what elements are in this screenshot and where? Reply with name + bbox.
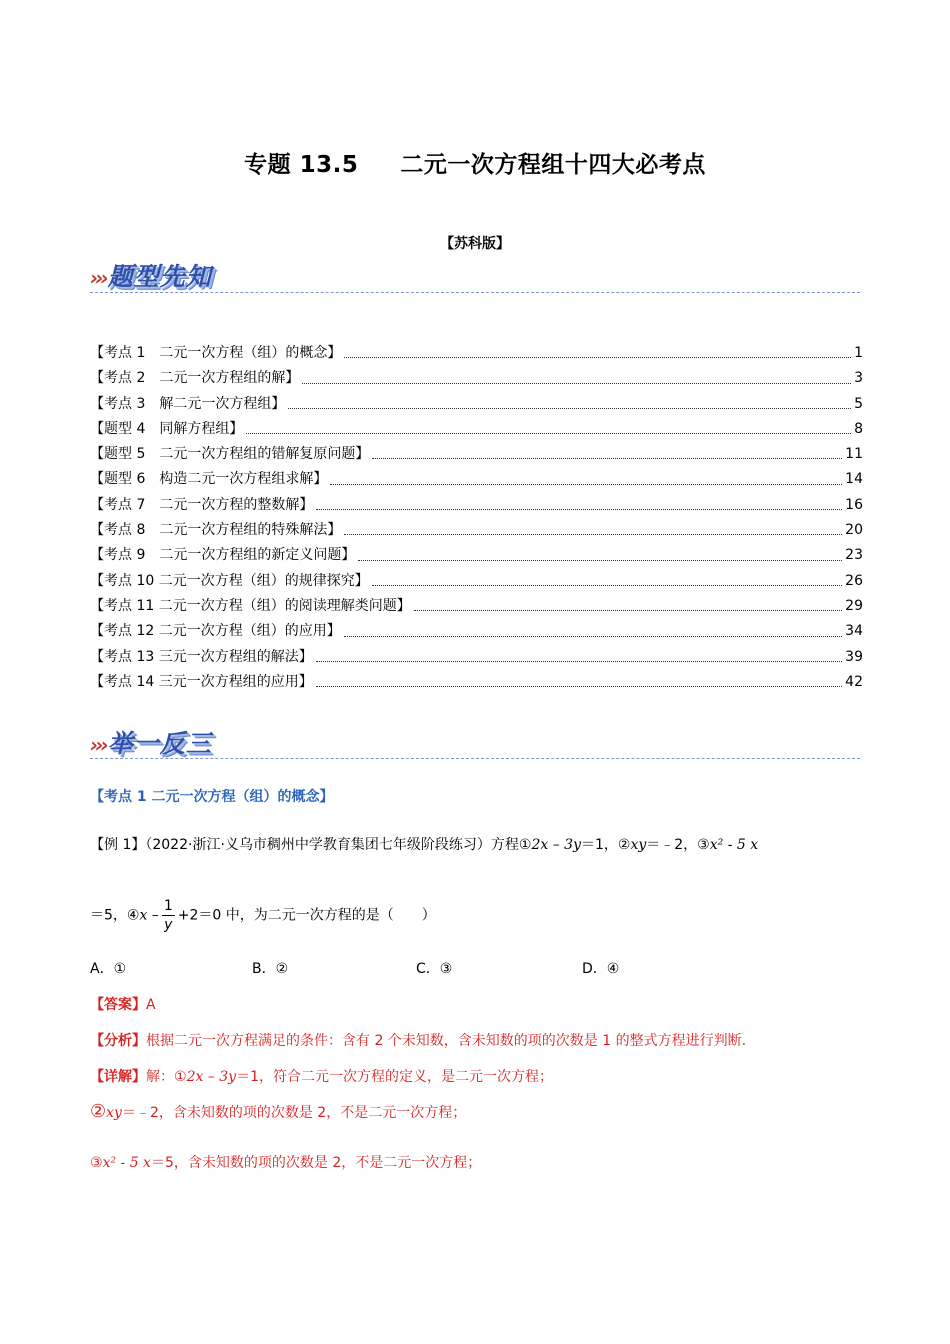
toc-entry-page: 16 xyxy=(845,496,863,513)
banner-arrows-icon: ››› xyxy=(90,733,106,757)
title-number: 专题 13.5 xyxy=(244,152,359,178)
example-source: （2022·浙江·义乌市稠州中学教育集团七年级阶段练习）方程① xyxy=(145,837,532,853)
toc-entry[interactable] xyxy=(90,341,863,366)
toc-leader-dots xyxy=(372,458,842,459)
detail-2-number: ② xyxy=(90,1101,107,1122)
fraction-denominator: y xyxy=(164,917,173,933)
example-line-1 xyxy=(90,834,758,854)
toc-entry-label: 【考点 11 二元一次方程（组）的阅读理解类问题】 xyxy=(90,597,411,614)
toc-entry-page: 34 xyxy=(845,623,863,640)
detail-3-text: ＝5，含未知数的项的次数是 2，不是二元一次方程； xyxy=(150,1155,482,1171)
toc-entry[interactable] xyxy=(90,518,863,543)
toc-entry-label: 【考点 10 二元一次方程（组）的规律探究】 xyxy=(90,572,369,589)
toc-entry-label: 【考点 14 三元一次方程组的应用】 xyxy=(90,673,313,690)
toc-entry-page: 5 xyxy=(854,395,863,412)
detail-line-2 xyxy=(90,1101,466,1122)
toc-entry-page: 29 xyxy=(845,597,863,614)
toc-entry-label: 【考点 3 解二元一次方程组】 xyxy=(90,395,286,412)
equation-2-tail: ＝﹣2，③ xyxy=(646,837,710,853)
toc-entry-page: 26 xyxy=(845,572,863,589)
toc-entry[interactable] xyxy=(90,645,863,670)
toc-leader-dots xyxy=(330,484,842,485)
analysis-label: 【分析】 xyxy=(90,1033,146,1049)
answer-value: A xyxy=(146,997,156,1013)
toc-leader-dots xyxy=(372,585,842,586)
toc-leader-dots xyxy=(246,433,851,434)
equation-3: x² - 5 x xyxy=(709,837,759,853)
option-d: D．④ xyxy=(582,961,620,977)
toc-entry[interactable] xyxy=(90,670,863,695)
page-title xyxy=(0,146,950,179)
banner-divider xyxy=(90,758,860,759)
toc-entry[interactable] xyxy=(90,392,863,417)
banner-overview xyxy=(90,257,212,293)
option-b: B．② xyxy=(252,961,289,977)
detail-3-number: ③ xyxy=(90,1155,103,1171)
toc-entry-page: 39 xyxy=(845,648,863,665)
toc-leader-dots xyxy=(288,408,851,409)
toc-entry-label: 【考点 1 二元一次方程（组）的概念】 xyxy=(90,345,342,361)
toc-entry-label: 【题型 5 二元一次方程组的错解复原问题】 xyxy=(90,446,370,463)
fraction-numerator: 1 xyxy=(163,898,173,914)
toc-entry-page: 1 xyxy=(854,345,863,361)
toc-entry-page: 23 xyxy=(845,547,863,564)
answer-line xyxy=(90,994,156,1014)
option-c: C．③ xyxy=(416,961,453,977)
toc-entry-label: 【考点 7 二元一次方程的整数解】 xyxy=(90,496,314,513)
title-text: 二元一次方程组十四大必考点 xyxy=(400,152,706,178)
toc-entry[interactable] xyxy=(90,619,863,644)
toc-entry[interactable] xyxy=(90,569,863,594)
toc-entry-label: 【考点 8 二元一次方程组的特殊解法】 xyxy=(90,522,342,539)
detail-line-3 xyxy=(90,1152,481,1172)
toc-entry[interactable] xyxy=(90,467,863,492)
detail-1-text: ＝1，符合二元一次方程的定义，是二元一次方程； xyxy=(236,1069,553,1085)
banner-overview-text: 题型先知 xyxy=(107,262,212,291)
option-a: A．① xyxy=(90,961,127,977)
section-heading: 【考点 1 二元一次方程（组）的概念】 xyxy=(90,789,334,805)
toc-entry[interactable] xyxy=(90,366,863,391)
equation-1: 2x – 3y xyxy=(531,837,581,853)
detail-3-equation: x² - 5 x xyxy=(102,1155,151,1171)
toc-entry-page: 3 xyxy=(854,370,863,387)
answer-label: 【答案】 xyxy=(90,997,146,1013)
toc-leader-dots xyxy=(414,610,842,611)
toc-leader-dots xyxy=(344,357,851,358)
table-of-contents xyxy=(90,341,863,695)
toc-entry-page: 8 xyxy=(854,420,863,437)
toc-entry-page: 14 xyxy=(845,471,863,488)
toc-entry-label: 【题型 6 构造二元一次方程组求解】 xyxy=(90,471,328,488)
toc-entry-page: 11 xyxy=(845,446,863,463)
example-label: 【例 1】 xyxy=(90,837,146,853)
toc-leader-dots xyxy=(316,661,842,662)
equation-1-tail: ＝1，② xyxy=(580,837,631,853)
toc-entry-label: 【题型 4 同解方程组】 xyxy=(90,420,244,437)
detail-label: 【详解】 xyxy=(90,1069,146,1085)
toc-entry-page: 20 xyxy=(845,522,863,539)
toc-leader-dots xyxy=(302,383,851,384)
toc-entry[interactable] xyxy=(90,493,863,518)
banner-examples xyxy=(90,724,212,760)
toc-entry[interactable] xyxy=(90,594,863,619)
banner-examples-text: 举一反三 xyxy=(107,729,212,758)
banner-divider xyxy=(90,292,860,293)
toc-leader-dots xyxy=(316,686,842,687)
toc-entry-label: 【考点 2 二元一次方程组的解】 xyxy=(90,370,300,387)
toc-entry[interactable] xyxy=(90,543,863,568)
detail-line-1 xyxy=(90,1066,553,1086)
detail-1-prefix: 解：① xyxy=(146,1069,187,1085)
toc-leader-dots xyxy=(344,534,842,535)
toc-entry[interactable] xyxy=(90,417,863,442)
toc-entry-page: 42 xyxy=(845,673,863,690)
equation-4-x: x – xyxy=(139,907,159,924)
example-line-2 xyxy=(90,897,436,934)
toc-leader-dots xyxy=(358,560,842,561)
detail-2-text: ＝﹣2，含未知数的项的次数是 2，不是二元一次方程； xyxy=(121,1105,467,1121)
toc-leader-dots xyxy=(344,636,842,637)
toc-leader-dots xyxy=(316,509,842,510)
analysis-line xyxy=(90,1030,746,1050)
fraction-1-over-y xyxy=(162,897,175,934)
toc-entry-label: 【考点 13 三元一次方程组的解法】 xyxy=(90,648,313,665)
toc-entry-label: 【考点 9 二元一次方程组的新定义问题】 xyxy=(90,547,356,564)
toc-entry-label: 【考点 12 二元一次方程（组）的应用】 xyxy=(90,623,341,640)
equation-4-tail: +2＝0 中，为二元一次方程的是（ ） xyxy=(177,907,436,924)
detail-2-equation: xy xyxy=(106,1105,122,1121)
banner-arrows-icon: ››› xyxy=(90,266,106,290)
equation-2: xy xyxy=(630,837,647,853)
analysis-text: 根据二元一次方程满足的条件：含有 2 个未知数，含未知数的项的次数是 1 的整式方程进行判断. xyxy=(146,1033,747,1049)
edition-label: 【苏科版】 xyxy=(440,236,510,252)
equation-3-tail: ＝5，④ xyxy=(90,907,140,924)
toc-entry[interactable] xyxy=(90,442,863,467)
detail-1-equation: 2x – 3y xyxy=(186,1069,237,1085)
